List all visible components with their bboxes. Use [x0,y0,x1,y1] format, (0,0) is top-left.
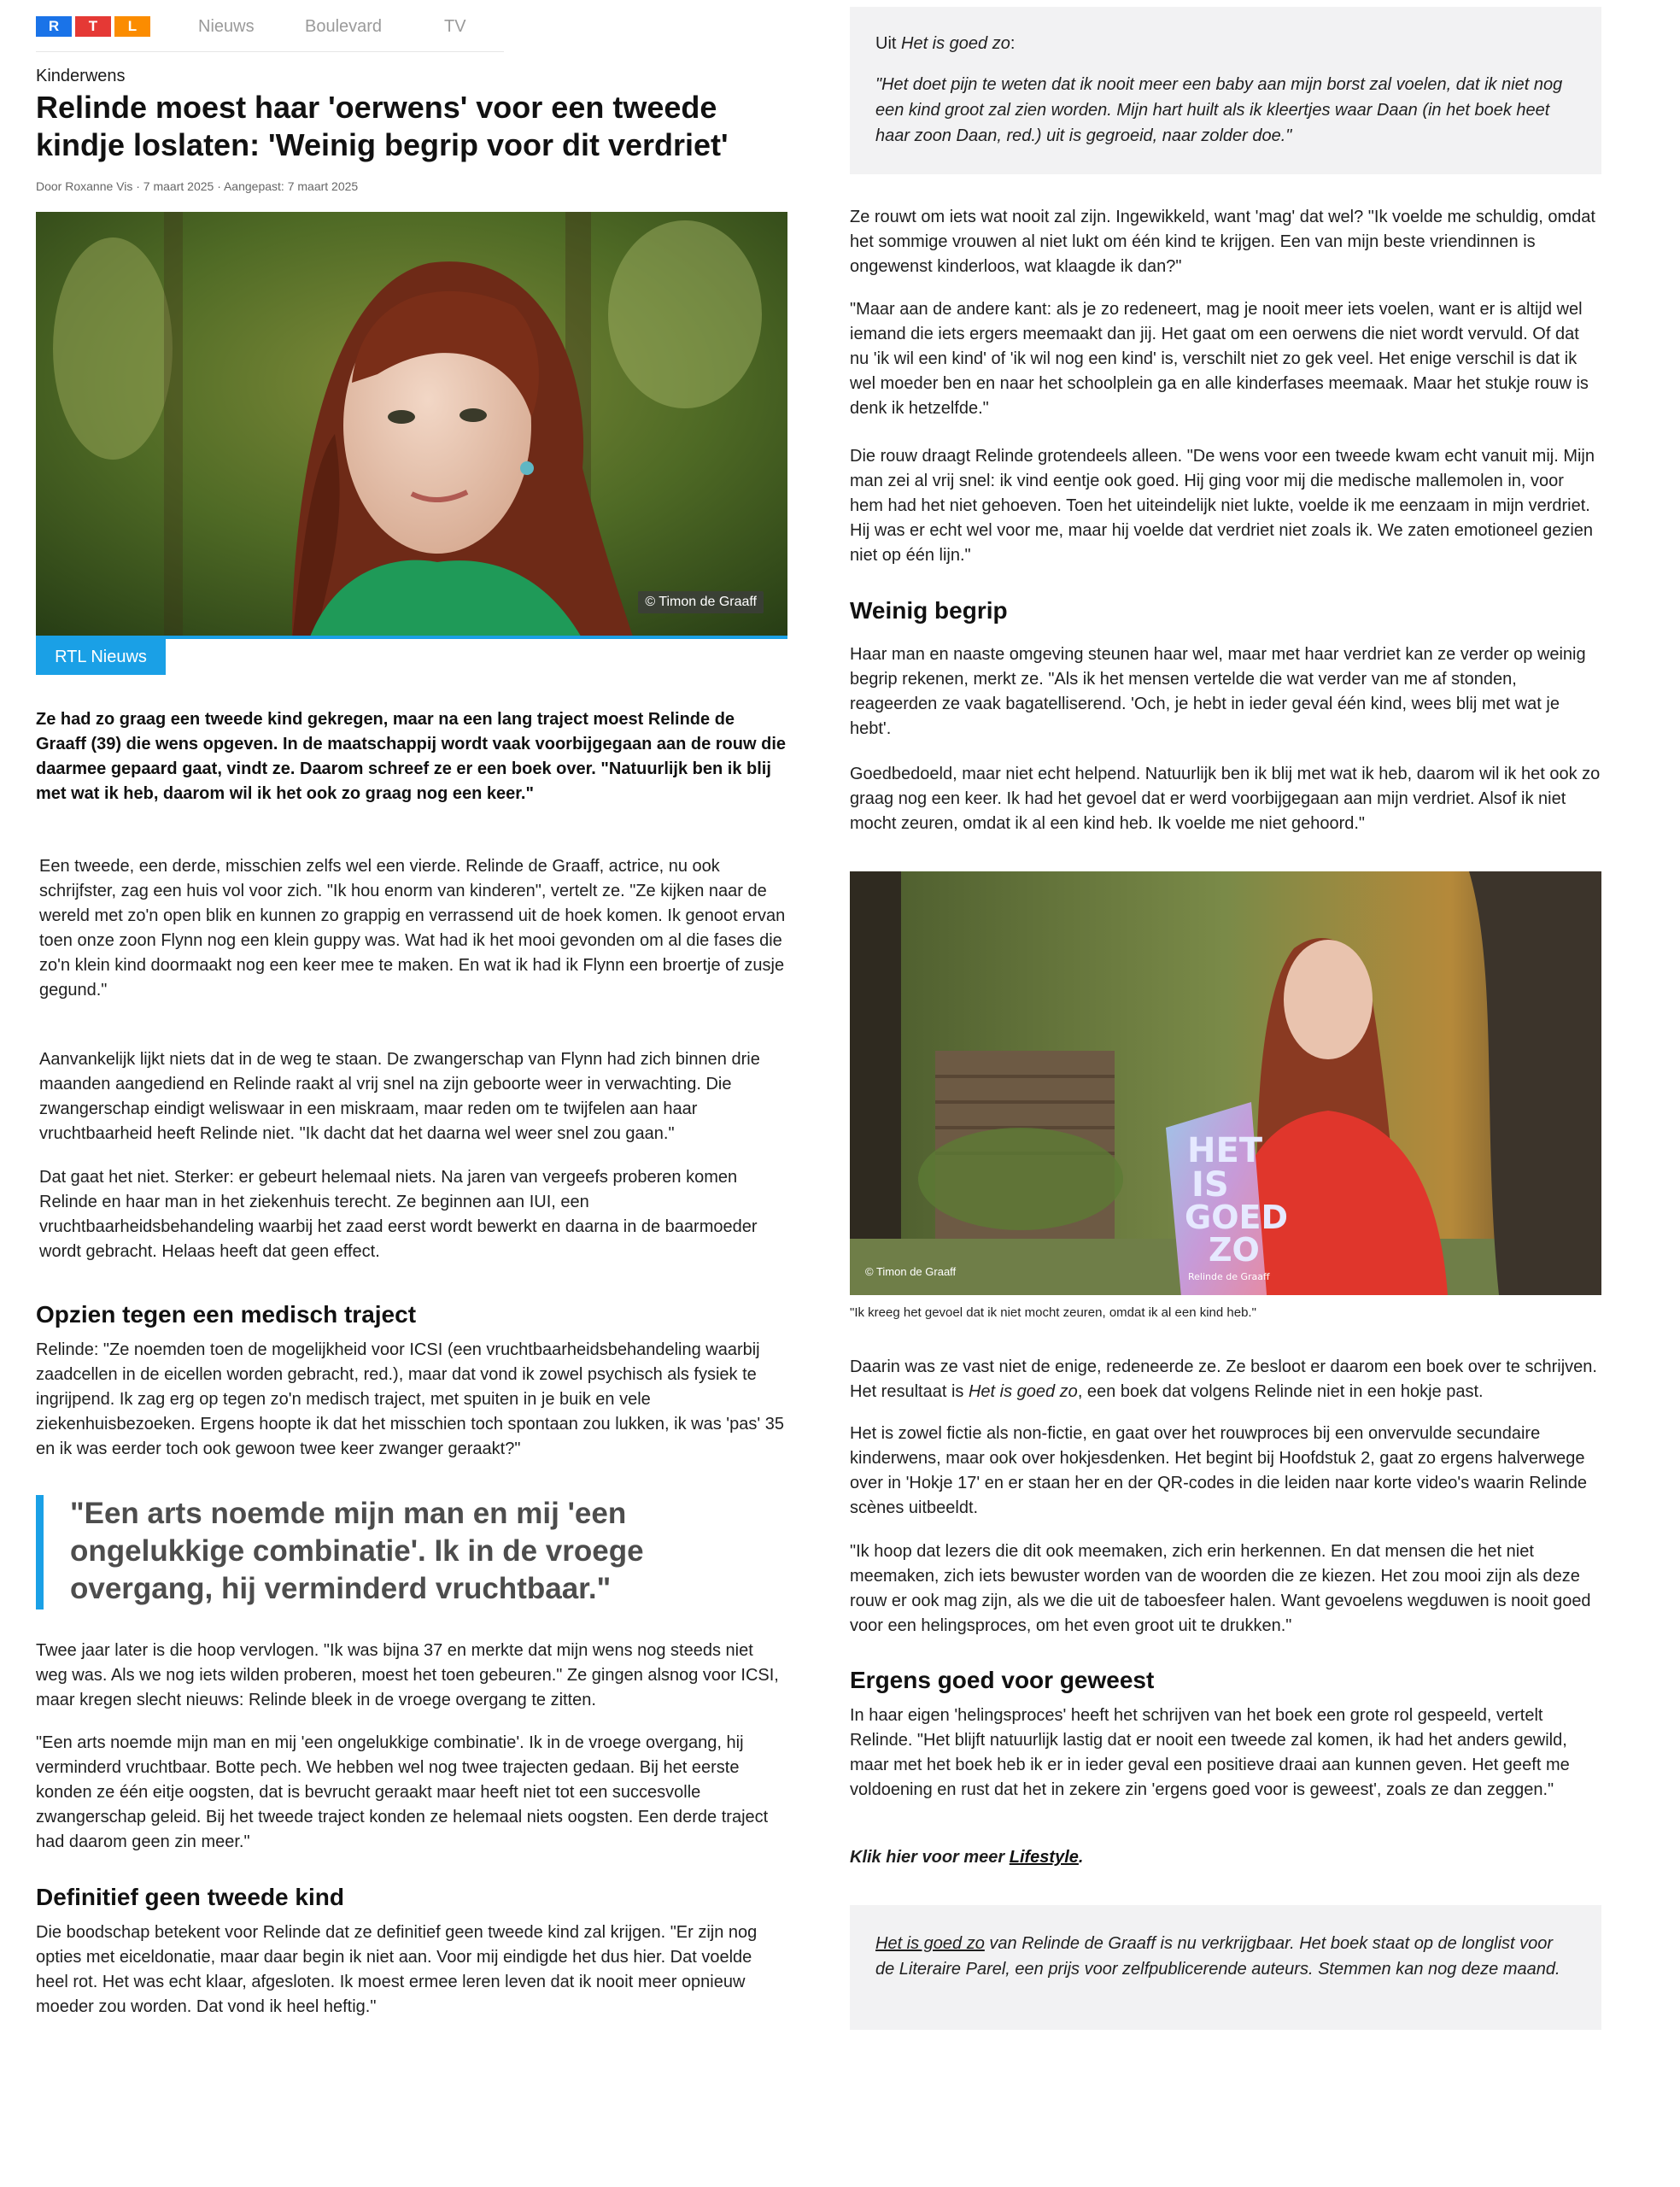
right-paragraph-3: Die rouw draagt Relinde grotendeels alleen. "De wens voor een tweede kwam echt vanuit mij. Mijn man zei al vrij snel: ik vind eentje ook goed. Hij ging voor mij die medische mallemolen in, voor hem had het niet gehoeven. Toen het uiteindelijk niet lukte, voelde ik me eenzaam in mijn verdriet. Hij was er echt wel voor me, maar hij voelde dat verdriet niet zoals ik. We zaten emotioneel gezien niet op één lijn." [850,447,1595,565]
hero-photo-credit: © Timon de Graaff [638,591,764,613]
right-paragraph-6-prefix: Daarin was ze vast niet de enige, redeneerde ze. Ze besloot er daarom een boek over te schrijven. Het resultaat is [850,1357,1597,1401]
more-lifestyle-line [850,1845,1601,1870]
right-paragraph-8: "Ik hoop dat lezers die dit ook meemaken, zich erin herkennen. En dat mensen die het niet meemaken, zich iets bewuster worden van de woorden die ze kiezen. Het zou mooi zijn als deze rouw er ook mag zijn, als we die uit de taboesfeer halen. Want gevoelens wegduwen is nooit goed voor een helingsproces, om het even groot uit te drukken." [850,1542,1591,1635]
pull-quote-bar [36,1495,44,1609]
more-lifestyle-prefix: Klik hier voor meer [850,1848,1010,1867]
paragraph-2: Aanvankelijk lijkt niets dat in de weg te staan. De zwangerschap van Flynn had zich binnen drie maanden aangediend en Relinde raakt al vrij snel na zijn geboorte weer in verwachting. Die zwangerschap eindigt weliswaar in een miskraam, maar reden om te twijfelen aan haar vruchtbaarheid heeft Relinde niet. "Ik dacht dat het daarna wel weer snel zou gaan." [39,1050,760,1143]
book-photo [850,871,1601,1295]
paragraph-3: Dat gaat het niet. Sterker: er gebeurt helemaal niets. Na jaren van vergeefs proberen komen Relinde en haar man in het ziekenhuis terecht. Ze beginnen aan IUI, een vruchtbaarheidsbehandeling waarbij het zaad eerst wordt bewerkt en daarna in de baarmoeder wordt gebracht. Helaas heeft dat geen effect. [39,1168,758,1261]
logo-letter-t: T [75,16,111,37]
book-title-line-2: IS [1191,1165,1229,1205]
book-photo-caption: "Ik kreeg het gevoel dat ik niet mocht zeuren, omdat ik al een kind heb." [850,1305,1256,1320]
subheading-weinig-begrip: Weinig begrip [850,597,1008,624]
hero-portrait-illustration [36,212,787,639]
pull-quote [36,1495,787,1609]
right-paragraph-6-suffix: , een boek dat volgens Relinde niet in een hokje past. [1077,1382,1484,1401]
paragraph-4: Relinde: "Ze noemden toen de mogelijkheid voor ICSI (een vruchtbaarheidsbehandeling waarbij zaadcellen in de eicellen worden gebracht, red.), maar dat vond ik zowel psychisch als fysiek te ingrijpend. Ik zag erg op tegen zo'n medisch traject, met spuiten in je buik en vele ziekenhuisbezoeken. Ergens hoopte ik dat het misschien toch spontaan zou lukken, ik was 'pas' 35 en ik was eerder toch ook gewoon twee keer zwanger geraakt?" [36,1340,784,1458]
rtl-logo[interactable] [36,16,150,37]
right-paragraph-7: Het is zowel fictie als non-fictie, en gaat over het rouwproces bij een onvervulde secundaire kinderwens, maar ook over hokjesdenken. Het begint bij Hoofdstuk 2, gaat zo ergens halverwege over in 'Hokje 17' en er staan her en der QR-codes in die leiden naar korte video's waarin Relinde scènes uitbeeldt. [850,1424,1588,1517]
book-title-line-4: ZO [1209,1231,1260,1269]
book-title-line-3: GOED [1185,1199,1288,1236]
logo-letter-r: R [36,16,72,37]
book-availability-body: van Relinde de Graaff is nu verkrijgbaar. Het boek staat op de longlist voor de Literaire Parel, een prijs voor zelfpublicerende auteurs. Stemmen kan nog deze maand. [875,1934,1560,1979]
nav-link-boulevard[interactable]: Boulevard [305,17,383,36]
book-quote-box [850,7,1601,174]
nav-link-tv[interactable]: TV [444,17,466,36]
right-paragraph-9: In haar eigen 'helingsproces' heeft het schrijven van het boek een grote rol gespeeld, vertelt Relinde. "Het blijft natuurlijk lastig dat er nooit een tweede zal komen, ik had het anders gewild, maar met het boek heb ik er in ieder geval een positieve draai aan kunnen geven. Het geeft me voldoening en rust dat het in zekere zin 'ergens goed voor is geweest', zoals ze dan zeggen." [850,1706,1570,1799]
pull-quote-text: "Een arts noemde mijn man en mij 'een ongelukkige combinatie'. Ik in de vroege overgang, hij verminderd vruchtbaar." [70,1497,644,1605]
book-quote-text: "Het doet pijn te weten dat ik nooit meer een baby aan mijn borst zal voelen, dat ik niet nog een kind groot zal zien worden. Mijn hart huilt als ik kleertjes waar Daan (in het boek heet haar zoon Daan, red.) uit is gegroeid, naar zolder doe." [875,75,1563,145]
book-link[interactable]: Het is goed zo [875,1934,985,1953]
top-navigation [36,12,504,52]
hero-photo [36,212,787,639]
right-paragraph-2: "Maar aan de andere kant: als je zo redeneert, mag je nooit meer iets voelen, want er is altijd wel iemand die iets ergers meemaakt dan jij. Het gaat om een oerwens die niet wordt vervuld. Of dat nu 'ik wil een kind' of 'ik wil nog een kind' is, verschilt niet zo gek veel. Het enige verschil is dat ik wel moeder ben en naar het schoolplein ga en alle kinderfases meemaak. Maar het stukje rouw is denk ik hetzelfde." [850,300,1589,418]
paragraph-7: Die boodschap betekent voor Relinde dat ze definitief geen tweede kind zal krijgen. "Er zijn nog opties met eiceldonatie, maar daar begin ik niet aan. Voor mij eindigde het dus hier. Dat voelde heel rot. Het was echt klaar, afgesloten. Ik moest ermee leren leven dat ik nooit meer opnieuw moeder zou worden. Dat vond ik heel heftig." [36,1923,758,2016]
book-quote-intro-suffix: : [1010,34,1016,53]
nav-link-nieuws[interactable]: Nieuws [198,17,255,36]
paragraph-5: Twee jaar later is die hoop vervlogen. "Ik was bijna 37 en merkte dat mijn wens nog steeds niet weg was. Als we nog iets wilden proberen, moest het toen gebeuren." Ze gingen alsnog voor ICSI, maar kregen slecht nieuws: Relinde bleek in de vroege overgang te zitten. [36,1641,779,1709]
logo-letter-l: L [114,16,150,37]
right-paragraph-6-title: Het is goed zo [968,1382,1078,1401]
article-lead: Ze had zo graag een tweede kind gekregen, maar na een lang traject moest Relinde de Graaff (39) die wens opgeven. In de maatschappij wordt vaak voorbijgegaan aan de rouw die daarmee gepaard gaat, vindt ze. Daarom schreef ze er een boek over. "Natuurlijk ben ik blij met wat ik heb, daarom wil ik het ook zo graag nog een keer." [36,710,786,803]
paragraph-1: Een tweede, een derde, misschien zelfs wel een vierde. Relinde de Graaff, actrice, nu ook schrijfster, zag een huis vol voor zich. "Ik hou enorm van kinderen", vertelt ze. "Ze kijken naar de wereld met zo'n open blik en kunnen zo grappig en verrassend uit de hoek komen. Ik genoot ervan toen onze zoon Flynn nog een klein guppy was. Wat had ik het mooi gevonden om al die fases die zo'n klein kind doormaakt nog een keer mee te maken. En wat ik had ik Flynn een broertje of zusje gegund." [39,857,786,1000]
paragraph-6: "Een arts noemde mijn man en mij 'een ongelukkige combinatie'. Ik in de vroege overgang, hij verminderd vruchtbaar. Botte pech. We hebben wel nog twee trajecten gedaan. Bij het eerste konden ze één eitje oogsten, dat is bevrucht geraakt maar heeft niet tot een succesvolle zwangerschap geleid. Bij het tweede traject konden ze helemaal niets oogsten. Een derde traject had daarom geen zin meer." [36,1733,769,1851]
lifestyle-link[interactable]: Lifestyle [1009,1848,1079,1867]
subheading-ergens-goed: Ergens goed voor geweest [850,1667,1155,1693]
book-quote-intro [875,31,1576,56]
book-title-line-1: HET [1187,1131,1263,1170]
book-availability-text [875,1931,1576,1982]
right-paragraph-1: Ze rouwt om iets wat nooit zal zijn. Ingewikkeld, want 'mag' dat wel? "Ik voelde me schuldig, omdat het sommige vrouwen al niet lukt om één kind te krijgen. Een van mijn beste vriendinnen is ongewenst kinderloos, wat klaagde ik dan?" [850,208,1595,276]
right-paragraph-6 [850,1355,1601,1404]
article-kicker[interactable]: Kinderwens [36,67,126,85]
book-photo-illustration [850,871,1601,1295]
right-paragraph-4: Haar man en naaste omgeving steunen haar wel, maar met haar verdriet kan ze verder op weinig begrip rekenen, merkt ze. "Als ik het mensen vertelde die wat verder van me af stonden, reageerden ze vaak bagatelliserend. 'Och, je hebt in ieder geval één kind, wees blij met wat je hebt'. [850,645,1586,738]
book-photo-credit: © Timon de Graaff [865,1265,957,1278]
book-availability-box [850,1905,1601,2030]
more-lifestyle-suffix: . [1078,1848,1084,1867]
subheading-opzien: Opzien tegen een medisch traject [36,1301,417,1328]
article-byline: Door Roxanne Vis · 7 maart 2025 · Aangepast: 7 maart 2025 [36,179,359,193]
right-paragraph-5: Goedbedoeld, maar niet echt helpend. Natuurlijk ben ik blij met wat ik heb, daarom wil ik het ook zo graag nog een keer. Ik had het gevoel dat er werd voorbijgegaan aan mijn verdriet. Alsof ik niet mocht zeuren, omdat ik al een kind heb. Ik voelde me niet gehoord." [850,765,1601,833]
book-author-line: Relinde de Graaff [1188,1271,1270,1282]
book-quote-intro-prefix: Uit [875,34,901,53]
article-headline: Relinde moest haar 'oerwens' voor een tweede kindje loslaten: 'Weinig begrip voor dit verdriet' [36,90,729,162]
source-badge[interactable]: RTL Nieuws [36,639,166,675]
subheading-definitief: Definitief geen tweede kind [36,1884,344,1910]
book-quote-intro-title: Het is goed zo [901,34,1010,53]
